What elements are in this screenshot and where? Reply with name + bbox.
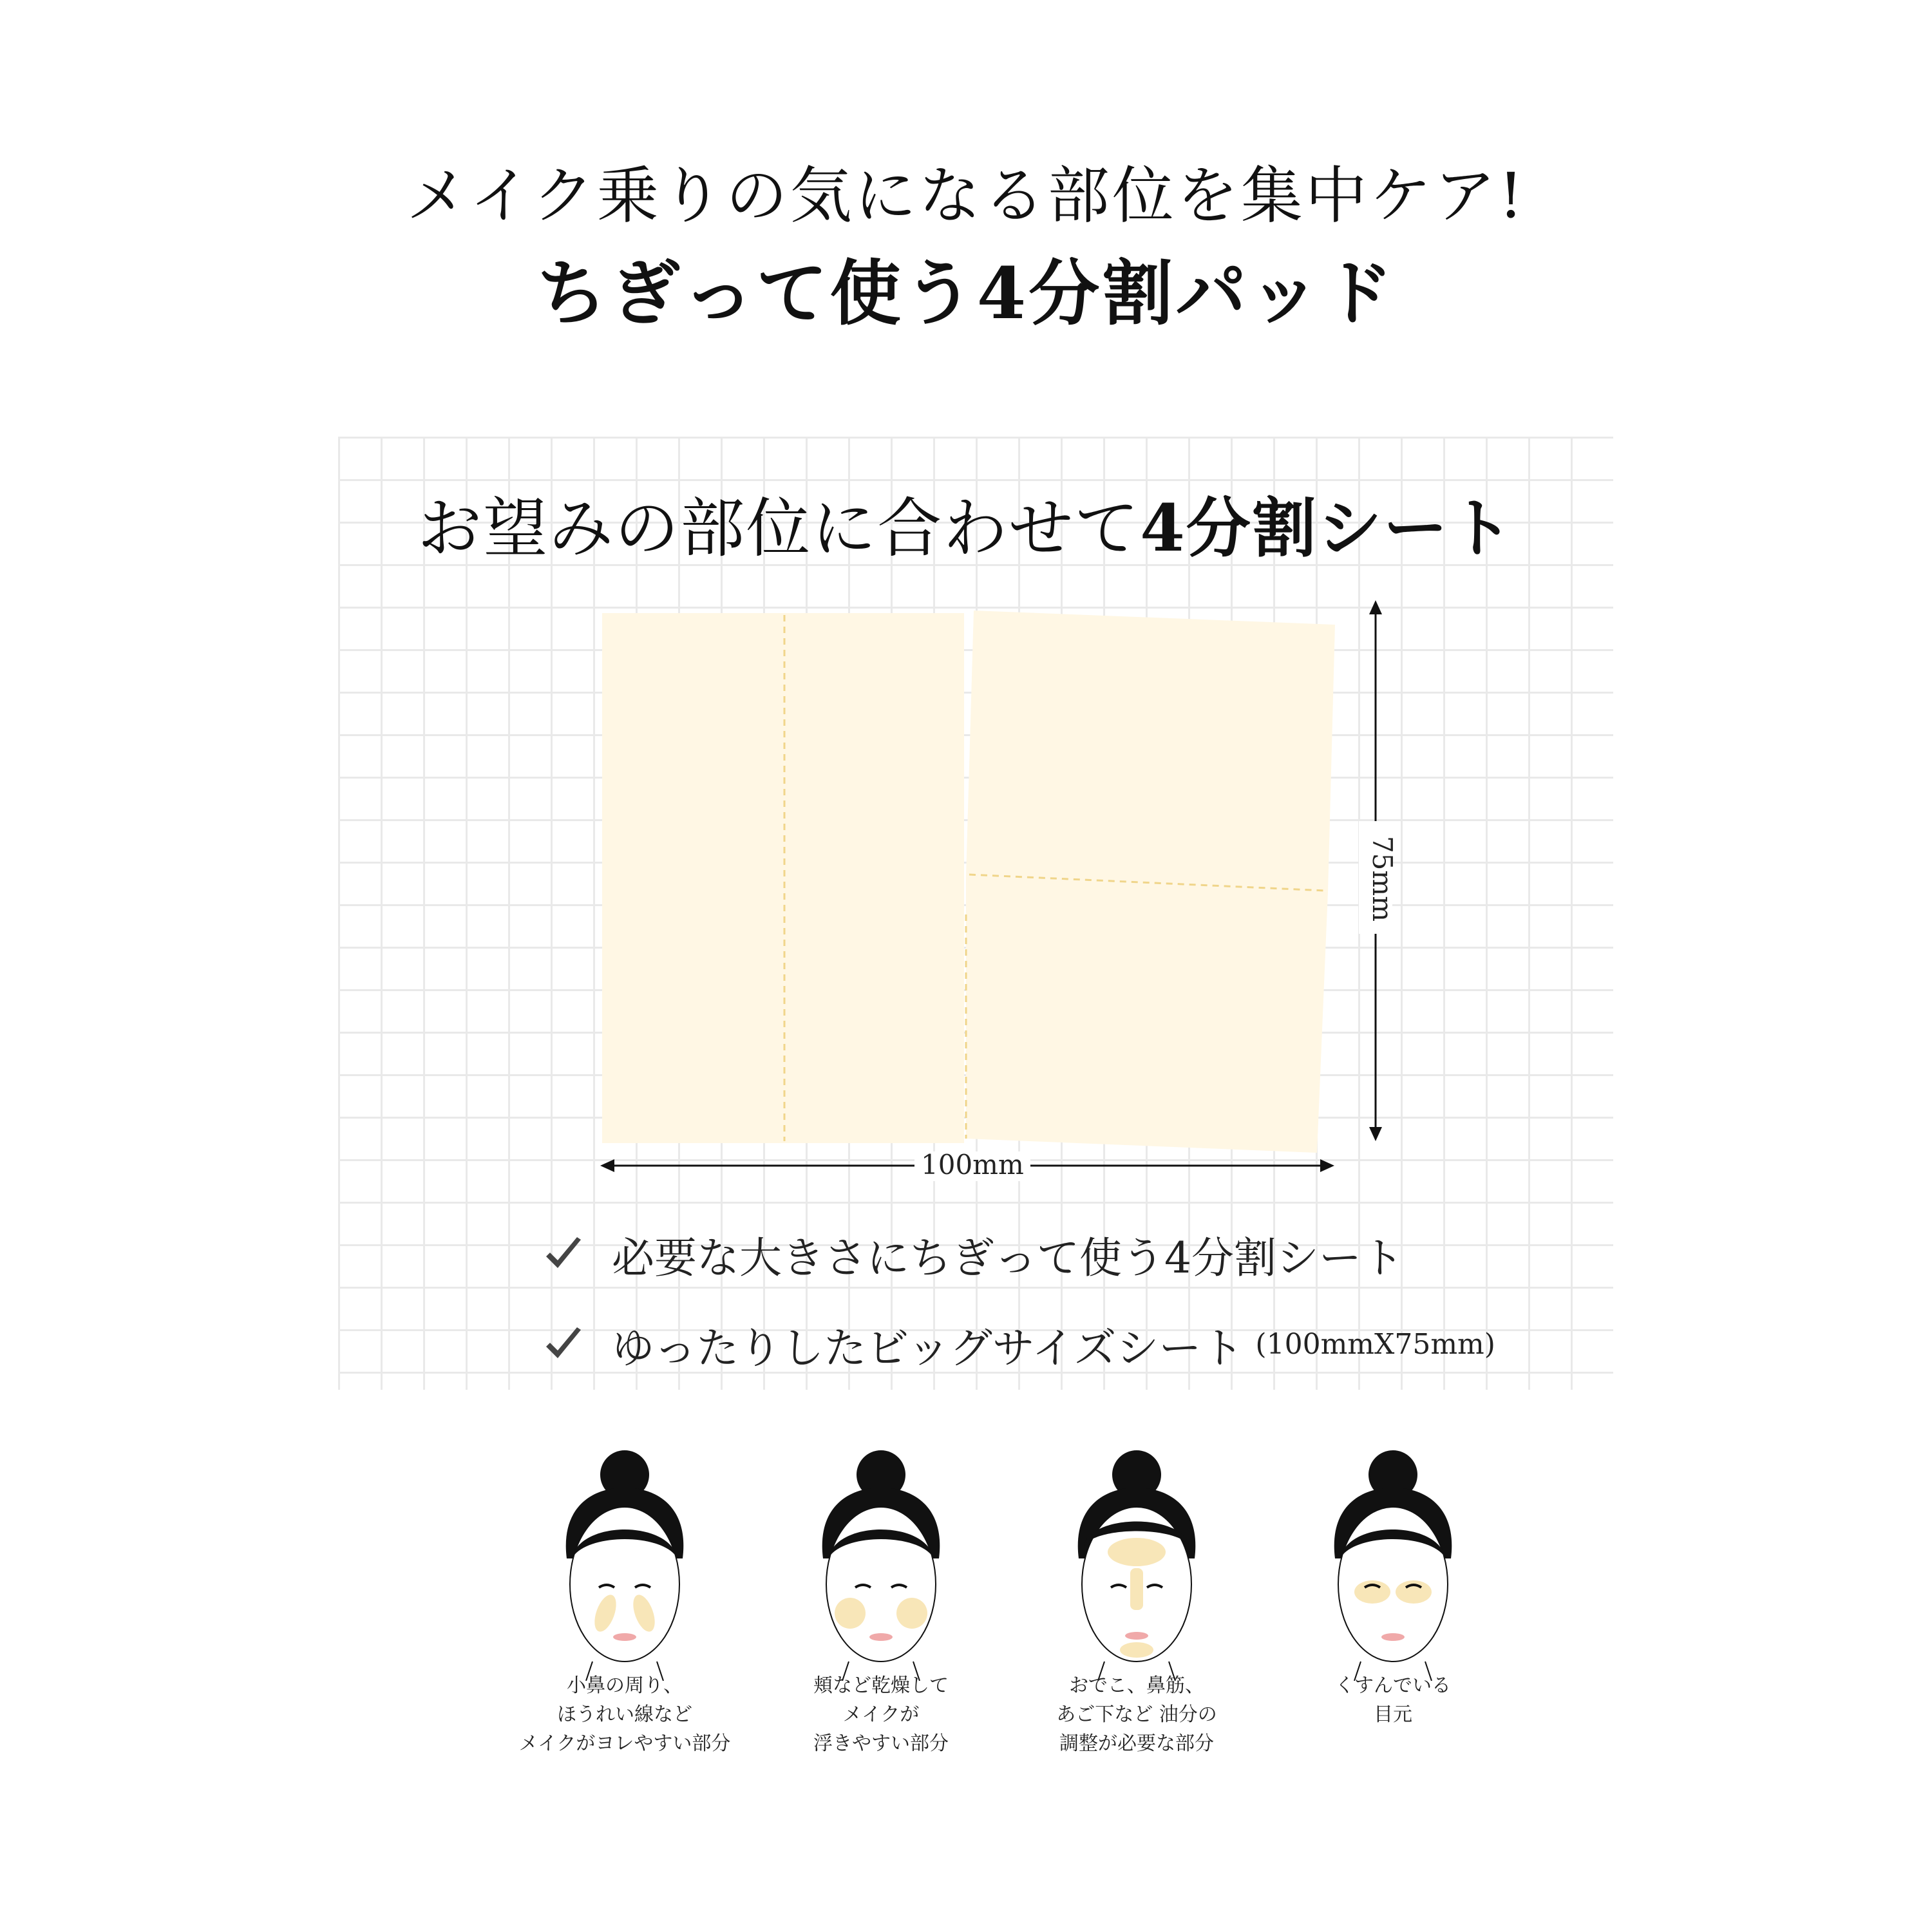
usage-caption — [739, 1671, 1023, 1758]
caption-line: 小鼻の周り、 — [567, 1674, 683, 1697]
sheet-left-half — [602, 613, 964, 1143]
face-nose-area-icon — [554, 1449, 696, 1681]
product-title: ちぎって使う4分割パッド — [536, 252, 1396, 335]
feature-item — [541, 1314, 1495, 1375]
arrow-right-icon — [1320, 1159, 1334, 1172]
panel-subtitle-regular: お望みの部位に合わせて — [417, 491, 1141, 566]
caption-line: おでこ、鼻筋、 — [1069, 1674, 1204, 1697]
caption-line: 浮きやすい部分 — [813, 1732, 949, 1755]
face-tzone-area-icon — [1066, 1449, 1208, 1681]
width-label: 100mm — [921, 1149, 1024, 1180]
checkmark-icon — [541, 1322, 586, 1367]
feature-note: (100mmX75mm) — [1255, 1328, 1495, 1361]
headline: メイク乗りの気になる部位を集中ケア! — [406, 160, 1526, 232]
face-eye-area-icon — [1322, 1449, 1464, 1681]
panel-subtitle-bold: 4分割シート — [1140, 490, 1515, 566]
caption-line: 目元 — [1374, 1703, 1412, 1726]
caption-line: あご下など 油分の — [1056, 1703, 1217, 1726]
checkmark-icon — [541, 1232, 586, 1277]
caption-line: くすんでいる — [1335, 1674, 1451, 1697]
height-label: 75mm — [1367, 835, 1399, 922]
caption-line: メイクが — [842, 1703, 920, 1726]
arrow-left-icon — [600, 1159, 614, 1172]
caption-line: メイクがヨレやすい部分 — [518, 1732, 731, 1755]
feature-text: 必要な大きさにちぎって使う4分割シート — [612, 1233, 1404, 1283]
usage-caption — [1251, 1671, 1535, 1729]
caption-line: ほうれい線など — [557, 1703, 692, 1726]
sheet-top-right-quarter — [966, 611, 1335, 892]
feature-item — [541, 1224, 1404, 1285]
face-cheek-area-icon — [810, 1449, 952, 1681]
sheet-bottom-right-quarter — [966, 876, 1328, 1153]
usage-caption — [995, 1671, 1278, 1758]
caption-line: 頬など乾燥して — [813, 1674, 949, 1697]
arrow-down-icon — [1369, 1127, 1382, 1141]
arrow-up-icon — [1369, 600, 1382, 614]
usage-caption — [483, 1671, 766, 1758]
caption-line: 調整が必要な部分 — [1059, 1732, 1214, 1755]
feature-text: ゆったりしたビッグサイズシート — [612, 1323, 1244, 1373]
